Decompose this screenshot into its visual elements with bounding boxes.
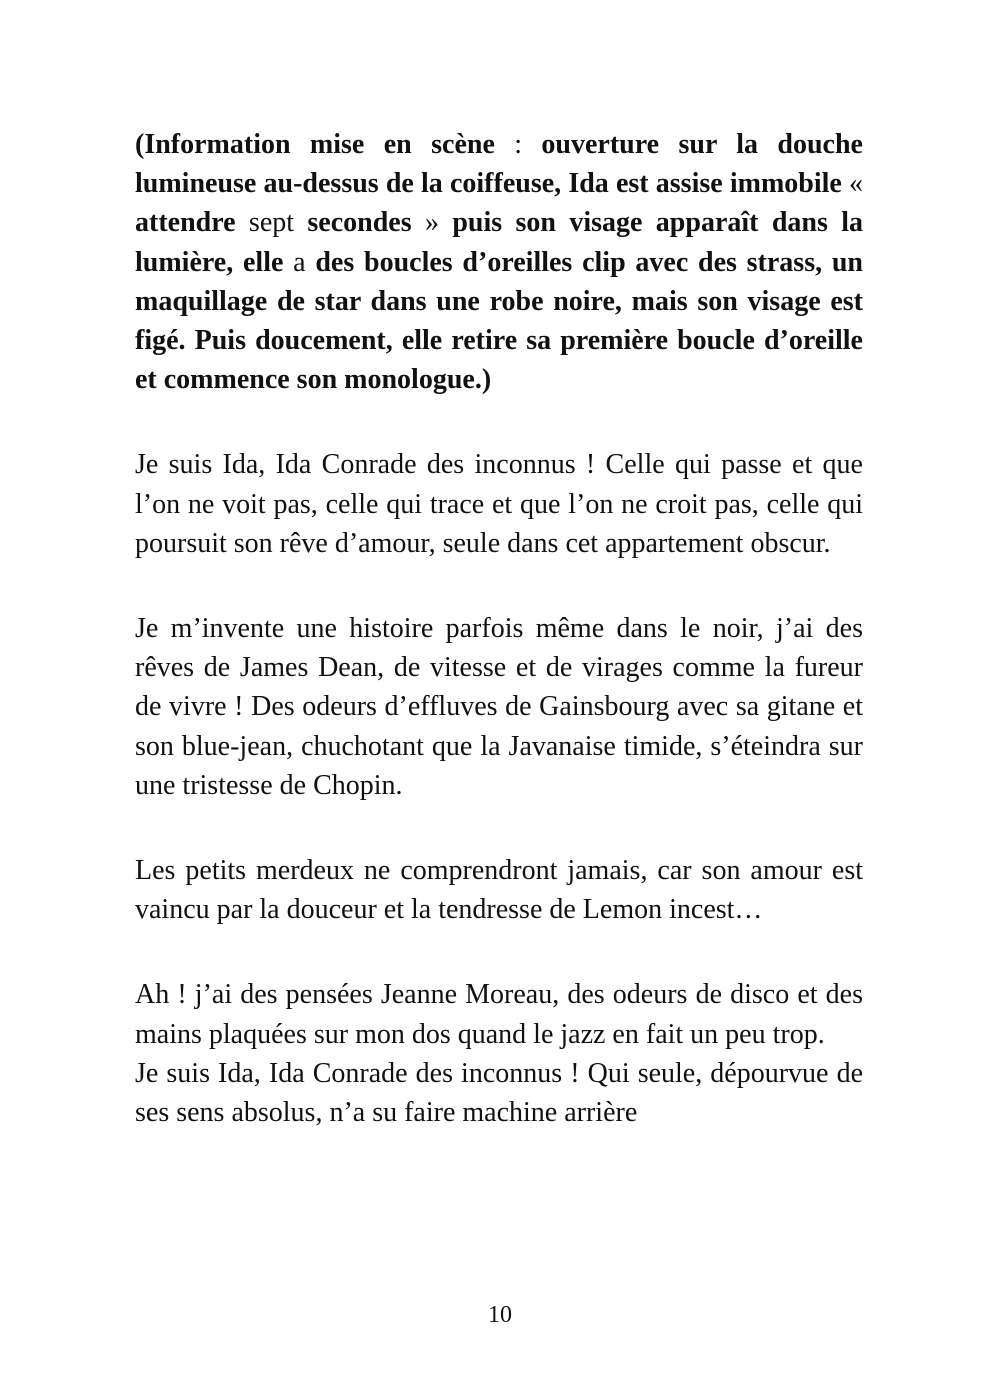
stage-direction-segment: des boucles d’oreilles clip avec des strass, un maquillage de star dans une robe noire, mais son visage est figé. Puis doucement, elle retire sa première boucle d’oreille et commence son monologue.) [135,246,863,396]
stage-direction-segment: « [841,168,864,200]
stage-direction-segment: attendre [135,207,236,239]
paragraph: Je m’invente une histoire parfois même dans le noir, j’ai des rêves de James Dean, de vitesse et de virages comme la fureur de vivre ! Des odeurs d’effluves de Gainsbourg avec sa gitane et son blue-jean, chuchotant que la Javanaise timide, s’éteindra sur une tristesse de Chopin. [135,613,863,801]
stage-direction-segment: » [411,207,453,239]
stage-direction-segment: puis son visage apparaît dans la lumière, elle [135,207,864,278]
stage-direction-segment: ouverture sur la douche lumineuse au-dessus de la coiffeuse, Ida est assise immobile [135,129,863,200]
paragraph: Je suis Ida, Ida Conrade des inconnus ! Celle qui passe et que l’on ne voit pas, celle qui trace et que l’on ne croit pas, celle qui poursuit son rêve d’amour, seule dans cet appartement obscur. [135,449,863,559]
page-number: 10 [488,1302,512,1328]
stage-direction-segment: a [283,246,316,278]
stage-direction-segment: (Information mise en scène [135,129,495,160]
stage-direction [135,125,863,399]
paragraph: Ah ! j’ai des pensées Jeanne Moreau, des odeurs de disco et des mains plaquées sur mon dos quand le jazz en fait un peu trop. [135,979,863,1050]
paragraph: Je suis Ida, Ida Conrade des inconnus ! Qui seule, dépourvue de ses sens absolus, n’a su faire machine arrière [135,1057,863,1129]
page-body [135,125,863,1132]
stage-direction-segment: secondes [307,207,412,239]
paragraph: Les petits merdeux ne comprendront jamais, car son amour est vaincu par la douceur et la tendresse de Lemon incest… [135,855,863,926]
stage-direction-segment: : [494,129,542,160]
stage-direction-segment: sept [235,207,308,239]
